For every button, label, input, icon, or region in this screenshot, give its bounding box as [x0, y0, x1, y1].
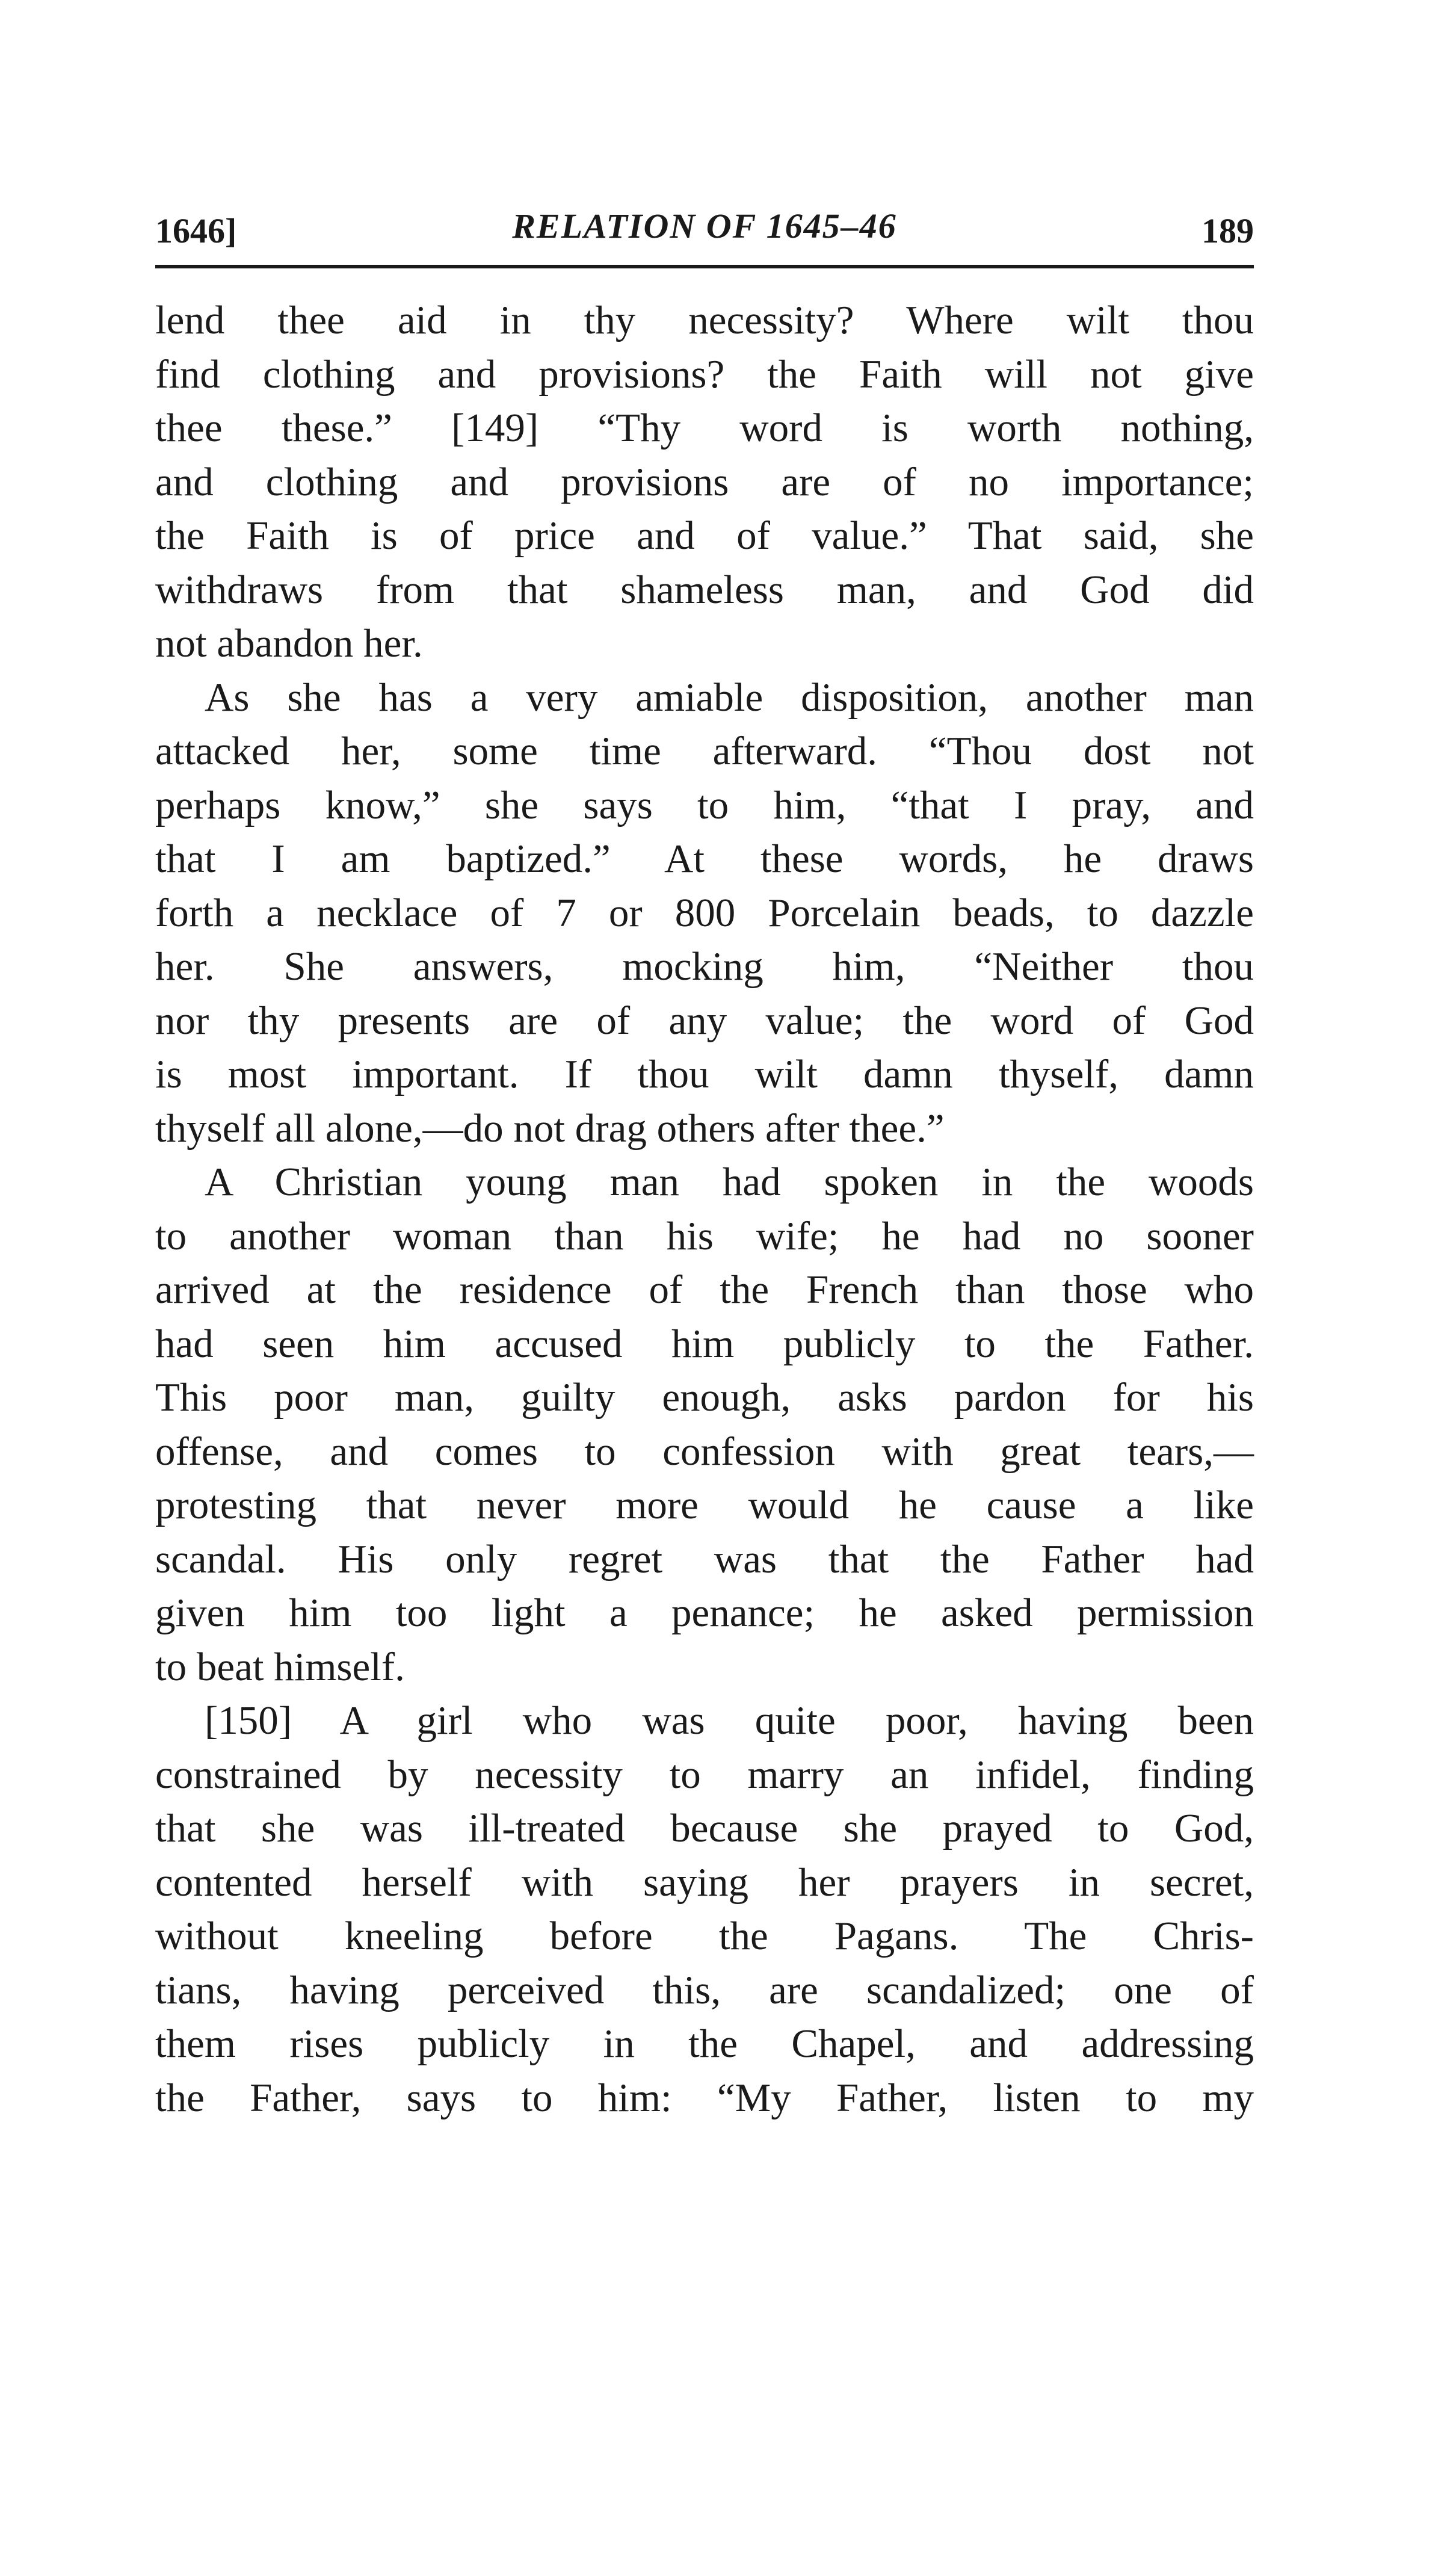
- text-line: arrived at the residence of the French than those who: [155, 1267, 1254, 1312]
- text-line: is most important. If thou wilt damn thyself, damn: [155, 1052, 1254, 1096]
- text-line: and clothing and provisions are of no importance;: [155, 459, 1254, 504]
- text-line: constrained by necessity to marry an infidel, finding: [155, 1752, 1254, 1797]
- text-line: given him too light a penance; he asked permission: [155, 1591, 1254, 1635]
- text-line: perhaps know,” she says to him, “that I pray, and: [155, 782, 1254, 827]
- text-line: thee these.” [149] “Thy word is worth nothing,: [155, 406, 1254, 450]
- text-line: tians, having perceived this, are scandalized; one of: [155, 1967, 1254, 2012]
- text-line: the Father, says to him: “My Father, listen to my: [155, 2075, 1254, 2120]
- header-title: RELATION OF 1645–46: [512, 206, 897, 246]
- text-line: attacked her, some time afterward. “Thou dost not: [155, 729, 1254, 773]
- text-line: find clothing and provisions? the Faith will not give: [155, 351, 1254, 397]
- text-line: nor thy presents are of any value; the word of God: [155, 998, 1254, 1043]
- text-line: without kneeling before the Pagans. The Chris-: [155, 1914, 1254, 1958]
- text-line: forth a necklace of 7 or 800 Porcelain beads, to dazzle: [155, 890, 1254, 935]
- page-number: 189: [1202, 211, 1254, 250]
- text-line: [150] A girl who was quite poor, having been: [205, 1698, 1254, 1743]
- text-line: offense, and comes to confession with great tears,—: [155, 1429, 1254, 1474]
- text-line: had seen him accused him publicly to the Father.: [155, 1321, 1254, 1366]
- text-line: not abandon her.: [155, 621, 423, 666]
- text-line: that I am baptized.” At these words, he draws: [155, 836, 1254, 881]
- text-line: thyself all alone,—do not drag others after thee.”: [155, 1105, 945, 1151]
- text-line: contented herself with saying her prayers in secret,: [155, 1860, 1254, 1905]
- header-year: 1646]: [155, 211, 237, 250]
- text-line: A Christian young man had spoken in the woods: [205, 1160, 1254, 1204]
- text-line: that she was ill-treated because she prayed to God,: [155, 1806, 1254, 1851]
- text-line: them rises publicly in the Chapel, and addressing: [155, 2021, 1254, 2066]
- running-header: [155, 206, 1254, 254]
- text-line: to another woman than his wife; he had no sooner: [155, 1213, 1254, 1258]
- text-line: As she has a very amiable disposition, another man: [205, 675, 1254, 720]
- text-line: to beat himself.: [155, 1644, 405, 1689]
- text-line: withdraws from that shameless man, and God did: [155, 567, 1254, 612]
- text-line: This poor man, guilty enough, asks pardon for his: [155, 1375, 1254, 1420]
- body-text: [155, 294, 1254, 2125]
- text-line: the Faith is of price and of value.” That said, she: [155, 513, 1254, 558]
- header-rule: [155, 265, 1254, 268]
- text-line: her. She answers, mocking him, “Neither thou: [155, 944, 1254, 989]
- text-line: scandal. His only regret was that the Father had: [155, 1536, 1254, 1582]
- text-line: lend thee aid in thy necessity? Where wilt thou: [155, 298, 1254, 342]
- text-line: protesting that never more would he cause a like: [155, 1483, 1254, 1527]
